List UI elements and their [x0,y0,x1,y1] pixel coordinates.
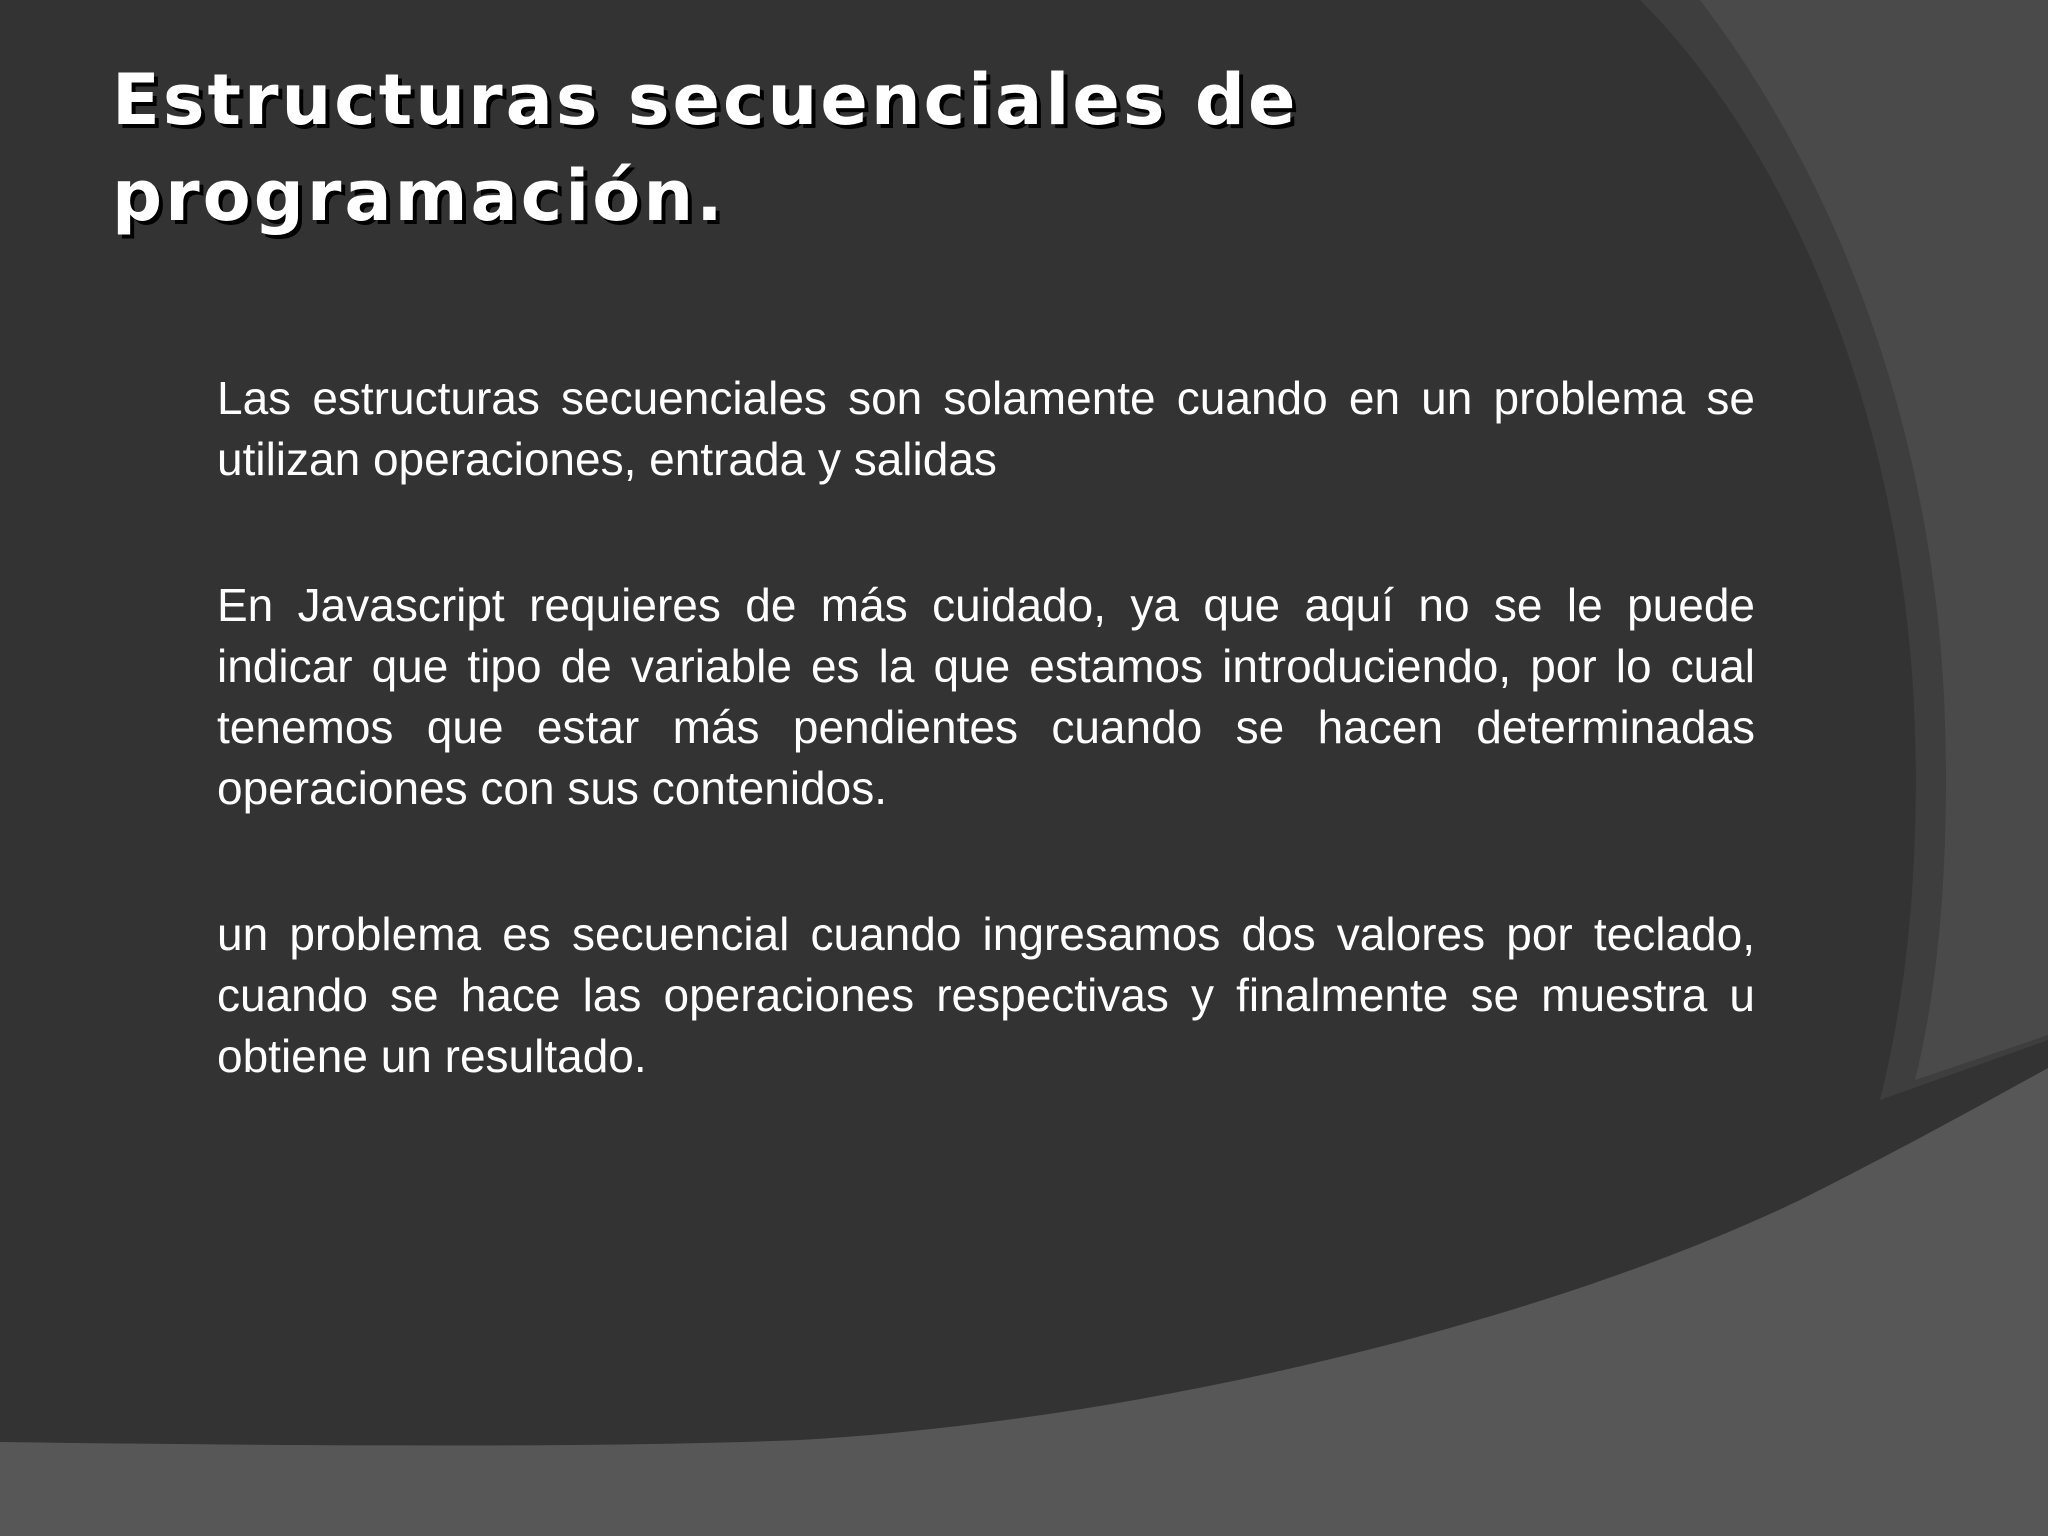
paragraph-2: En Javascript requieres de más cuidado, ya que aquí no se le puede indicar que tipo de variable es la que estamos introduciendo, por lo cual tenemos que estar más pendientes cuando se hacen determinadas operaciones con sus contenidos. [217,579,1755,814]
paragraph-1: Las estructuras secuenciales son solamente cuando en un problema se utilizan operaciones, entrada y salidas [217,372,1755,485]
slide-title: Estructuras secuenciales de programación. [112,59,1299,237]
slide-body [217,368,1755,1172]
paragraph-3: un problema es secuencial cuando ingresamos dos valores por teclado, cuando se hace las operaciones respectivas y finalmente se muestra u obtiene un resultado. [217,908,1755,1082]
